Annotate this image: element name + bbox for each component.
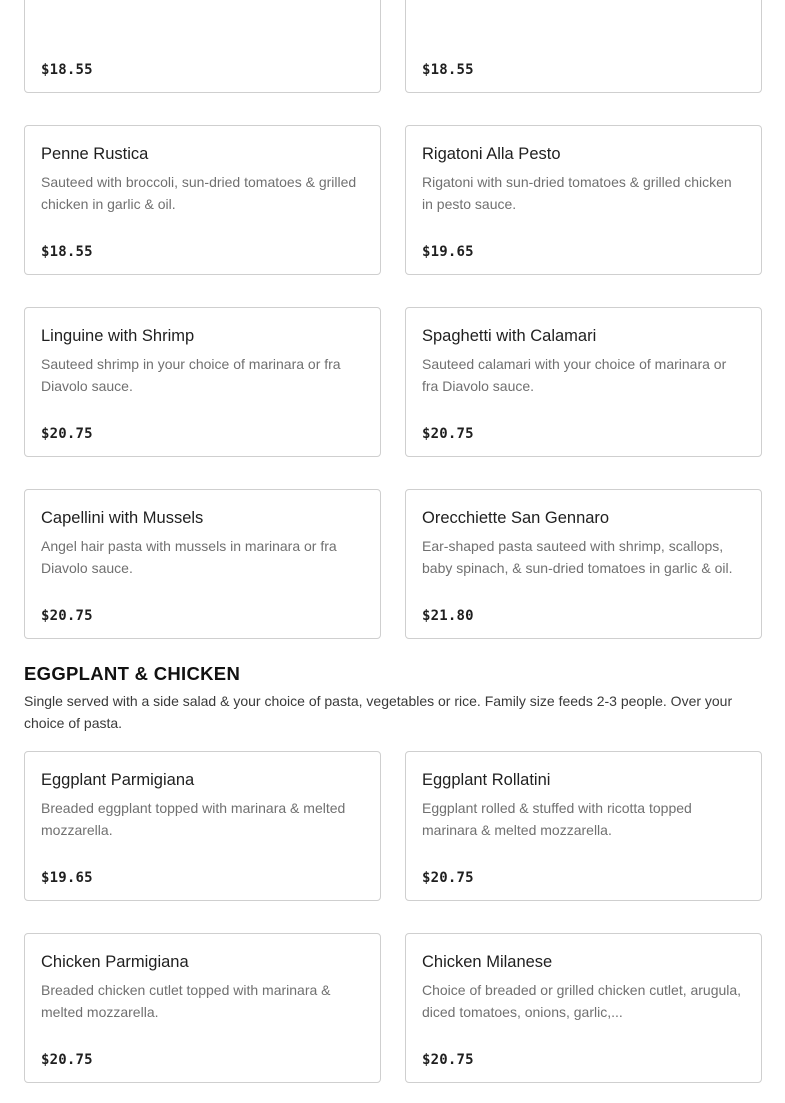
item-name: Rigatoni Alla Pesto [422,145,561,163]
item-description: Sauteed calamari with your choice of marinara or fra Diavolo sauce. [422,356,727,394]
item-description: Sauteed shrimp in your choice of marinara or fra Diavolo sauce. [41,356,341,394]
item-price: $21.80 [422,608,474,624]
menu-item-card[interactable] [24,125,381,275]
menu-item-card[interactable] [405,751,762,901]
menu-item-card[interactable] [405,489,762,639]
item-price: $19.65 [422,244,474,260]
item-price: $20.75 [422,426,474,442]
item-price: $18.55 [41,62,93,78]
item-description: Ear-shaped pasta sauteed with shrimp, scallops, baby spinach, & sun-dried tomatoes in garlic & oil. [422,538,733,576]
item-price: $19.65 [41,870,93,886]
menu-item-card[interactable] [405,933,762,1083]
menu-item-card[interactable] [405,307,762,457]
item-price: $20.75 [41,608,93,624]
item-price: $20.75 [41,426,93,442]
section-title: EGGPLANT & CHICKEN [24,663,241,684]
item-description: Breaded chicken cutlet topped with marinara & melted mozzarella. [41,982,331,1020]
item-name: Chicken Milanese [422,953,553,971]
item-price: $20.75 [41,1052,93,1068]
menu-item-card[interactable] [24,307,381,457]
item-name: Orecchiette San Gennaro [422,509,610,527]
item-price: $18.55 [422,62,474,78]
menu-item-card[interactable] [24,0,381,93]
item-description: Angel hair pasta with mussels in marinara or fra Diavolo sauce. [41,538,337,576]
item-description: Rigatoni with sun-dried tomatoes & grilled chicken in pesto sauce. [422,174,732,212]
item-name: Eggplant Rollatini [422,771,551,789]
item-name: Capellini with Mussels [41,509,204,527]
item-name: Linguine with Shrimp [41,327,195,345]
menu-item-card[interactable] [405,0,762,93]
menu-item-card[interactable] [24,489,381,639]
item-description: Choice of breaded or grilled chicken cutlet, arugula, diced tomatoes, onions, garlic,... [422,982,742,1020]
item-price: $20.75 [422,870,474,886]
item-description: Sauteed with broccoli, sun-dried tomatoes & grilled chicken in garlic & oil. [41,174,357,212]
item-description: Eggplant rolled & stuffed with ricotta topped marinara & melted mozzarella. [422,800,692,838]
section-description: Single served with a side salad & your choice of pasta, vegetables or rice. Family size feeds 2-3 people. Over your choice of pasta. [24,693,733,731]
item-name: Spaghetti with Calamari [422,327,597,345]
menu-item-card[interactable] [24,933,381,1083]
item-price: $18.55 [41,244,93,260]
item-name: Chicken Parmigiana [41,953,189,971]
menu-item-card[interactable] [24,751,381,901]
item-name: Eggplant Parmigiana [41,771,195,789]
menu-item-card[interactable] [405,125,762,275]
item-price: $20.75 [422,1052,474,1068]
item-description: Breaded eggplant topped with marinara & melted mozzarella. [41,800,346,838]
item-name: Penne Rustica [41,145,149,163]
